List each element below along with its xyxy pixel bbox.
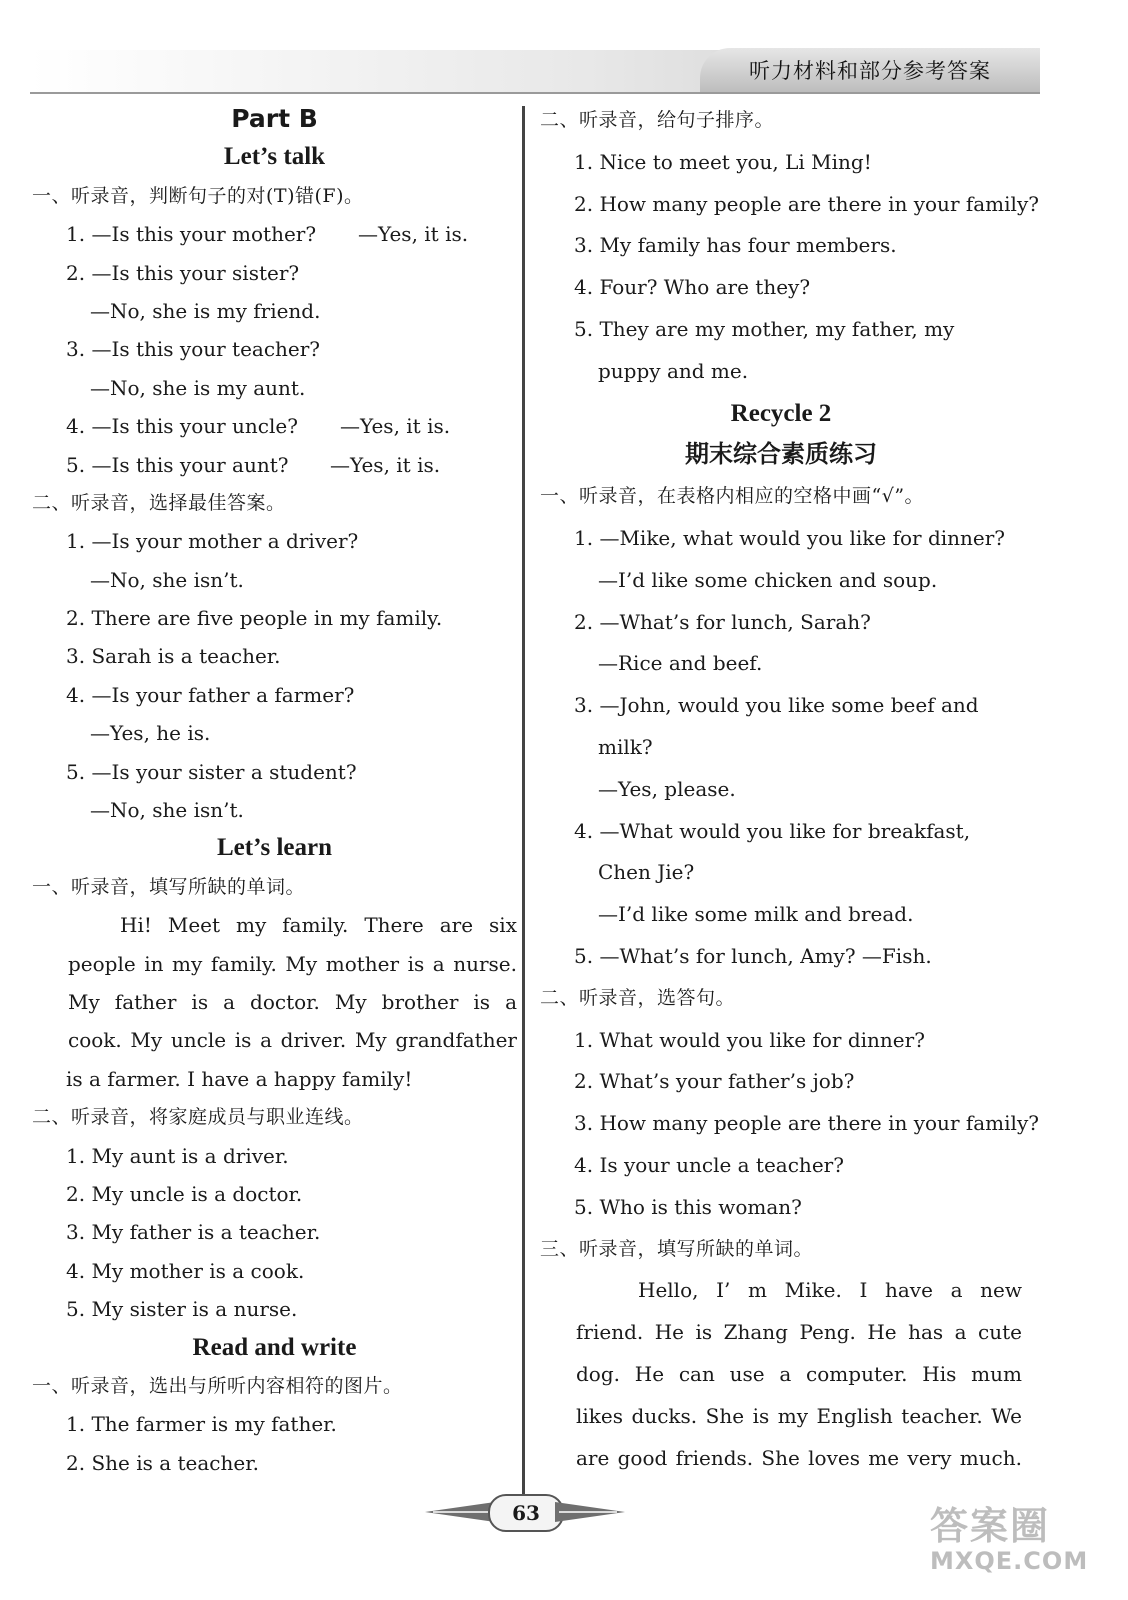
list-item: 4. Four? Who are they? [574, 275, 811, 300]
list-item: 1. —Mike, what would you like for dinner? [574, 525, 1006, 550]
section-heading: 一、听录音，判断句子的对(T)错(F)。 [32, 184, 364, 207]
paragraph-line: is a farmer. I have a happy family! [66, 1066, 413, 1091]
section-heading: 一、听录音，选出与所听内容相符的图片。 [32, 1374, 403, 1397]
paragraph-line: My father is a doctor. My brother is a [68, 989, 517, 1014]
column-divider [522, 106, 525, 1526]
paragraph-line: people in my family. My mother is a nurse. [68, 951, 517, 976]
list-item: 5. Who is this woman? [574, 1194, 802, 1219]
list-item: —Yes, please. [598, 776, 736, 801]
section-heading: 二、听录音，将家庭成员与职业连线。 [32, 1106, 364, 1129]
section-heading: 二、听录音，选答句。 [540, 986, 736, 1009]
list-item: 2. How many people are there in your family? [574, 191, 1039, 216]
paragraph-line: friend. He is Zhang Peng. He has a cute [576, 1320, 1022, 1345]
page-number: 63 [488, 1494, 564, 1532]
list-item: 2. —What’s for lunch, Sarah? [574, 609, 871, 634]
section-heading: 一、听录音，填写所缺的单词。 [32, 875, 306, 898]
list-item: 4. —Is this your uncle? —Yes, it is. [66, 414, 451, 439]
exam-title: 期末综合素质练习 [685, 440, 877, 469]
section-heading: 二、听录音，选择最佳答案。 [32, 491, 286, 514]
list-item: 3. How many people are there in your family? [574, 1111, 1039, 1136]
header-title: 听力材料和部分参考答案 [700, 48, 1040, 92]
paragraph-line: dog. He can use a computer. His mum [576, 1361, 1022, 1386]
right-column [540, 100, 1039, 1479]
list-item: 4. Is your uncle a teacher? [574, 1152, 844, 1177]
list-item: 2. What’s your father’s job? [574, 1069, 855, 1094]
list-item: 5. —Is this your aunt? —Yes, it is. [66, 452, 441, 477]
lets-learn-heading: Let’s learn [216, 834, 332, 862]
list-item: Chen Jie? [598, 860, 695, 885]
list-item: —Yes, he is. [90, 721, 211, 746]
list-item: 3. —John, would you like some beef and [574, 693, 979, 718]
section-heading: 一、听录音，在表格内相应的空格中画“√”。 [540, 485, 925, 508]
list-item: 1. My aunt is a driver. [66, 1143, 289, 1168]
paragraph-line: likes ducks. She is my English teacher. We [576, 1403, 1022, 1428]
list-item: —Rice and beef. [598, 651, 763, 676]
part-b-heading: Part B [231, 104, 318, 133]
list-item: 5. My sister is a nurse. [66, 1297, 298, 1322]
list-item: 5. —What’s for lunch, Amy? —Fish. [574, 943, 932, 968]
list-item: 1. The farmer is my father. [66, 1412, 337, 1437]
list-item: 1. —Is your mother a driver? [66, 529, 359, 554]
list-item: 2. —Is this your sister? [66, 260, 300, 285]
list-item: —I’d like some milk and bread. [598, 902, 914, 927]
left-wing-ornament [425, 1500, 495, 1524]
list-item: 4. My mother is a cook. [66, 1258, 305, 1283]
list-item: 3. —Is this your teacher? [66, 337, 321, 362]
list-item: 4. —Is your father a farmer? [66, 682, 355, 707]
list-item: 5. They are my mother, my father, my [574, 316, 955, 341]
paragraph-line: are good friends. She loves me very much. [576, 1445, 1022, 1470]
list-item: 2. My uncle is a doctor. [66, 1181, 303, 1206]
paragraph-line: Hi! Meet my family. There are six [120, 913, 517, 938]
list-item: 4. —What would you like for breakfast, [574, 818, 971, 843]
paragraph-line: Hello, I’ m Mike. I have a new [638, 1278, 1022, 1303]
read-and-write-heading: Read and write [192, 1333, 357, 1361]
section-heading: 二、听录音，给句子排序。 [540, 109, 775, 131]
list-item: 1. Nice to meet you, Li Ming! [574, 149, 872, 174]
list-item: puppy and me. [598, 358, 749, 383]
list-item: —No, she isn’t. [90, 798, 244, 823]
right-wing-ornament [555, 1500, 625, 1524]
list-item: 1. —Is this your mother? —Yes, it is. [66, 222, 469, 247]
paragraph-line: cook. My uncle is a driver. My grandfather [68, 1028, 517, 1053]
list-item: —I’d like some chicken and soup. [598, 567, 938, 592]
list-item: milk? [598, 734, 653, 759]
list-item: 1. What would you like for dinner? [574, 1027, 925, 1052]
list-item: 2. She is a teacher. [66, 1450, 259, 1475]
recycle-heading: Recycle 2 [730, 399, 832, 427]
list-item: —No, she is my aunt. [90, 375, 306, 400]
section-heading: 三、听录音，填写所缺的单词。 [540, 1237, 814, 1260]
watermark-logo: 答案圈 MXQE.COM [930, 1504, 1089, 1575]
list-item: 3. My father is a teacher. [66, 1220, 321, 1245]
list-item: 3. My family has four members. [574, 233, 897, 258]
list-item: 2. There are five people in my family. [66, 606, 443, 631]
lets-talk-heading: Let’s talk [223, 143, 326, 171]
list-item: —No, she is my friend. [90, 298, 321, 323]
list-item: 5. —Is your sister a student? [66, 759, 357, 784]
left-column [32, 100, 517, 1482]
list-item: 3. Sarah is a teacher. [66, 644, 281, 669]
list-item: —No, she isn’t. [90, 567, 244, 592]
